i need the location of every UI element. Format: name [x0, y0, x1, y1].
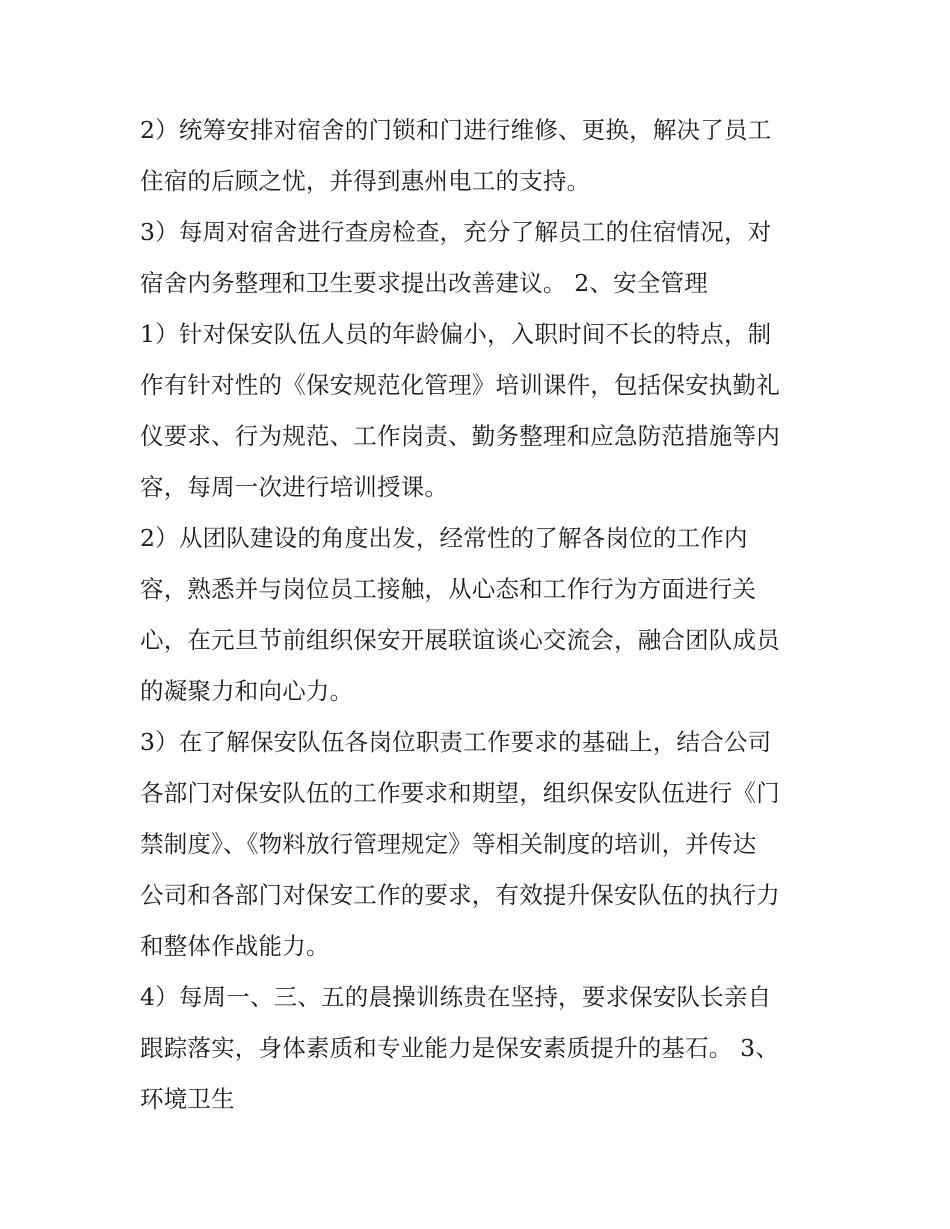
- document-body: [140, 105, 830, 1125]
- text-line: 2）从团队建设的角度出发，经常性的了解各岗位的工作内: [140, 524, 748, 552]
- text-line: 3）在了解保安队伍各岗位职责工作要求的基础上，结合公司: [140, 728, 772, 756]
- text-line: 的凝聚力和向心力。: [140, 677, 354, 705]
- text-line: 住宿的后顾之忧，并得到惠州电工的支持。: [140, 167, 591, 195]
- text-line: 宿舍内务整理和卫生要求提出改善建议。 2、安全管理: [140, 269, 708, 297]
- text-line: 各部门对保安队伍的工作要求和期望，组织保安队伍进行《门: [140, 779, 780, 807]
- text-line: 4）每周一、三、五的晨操训练贵在坚持，要求保安队长亲自: [140, 983, 772, 1011]
- text-line: 跟踪落实，身体素质和专业能力是保安素质提升的基石。 3、: [140, 1034, 780, 1062]
- text-line: 作有针对性的《保安规范化管理》培训课件，包括保安执勤礼: [140, 371, 780, 399]
- text-line: 和整体作战能力。: [140, 932, 330, 960]
- text-line: 公司和各部门对保安工作的要求，有效提升保安队伍的执行力: [140, 881, 780, 909]
- text-line: 仪要求、行为规范、工作岗责、勤务整理和应急防范措施等内: [140, 422, 780, 450]
- text-line: 1）针对保安队伍人员的年龄偏小，入职时间不长的特点，制: [140, 320, 772, 348]
- text-line: 环境卫生: [140, 1085, 235, 1113]
- text-line: 容，每周一次进行培训授课。: [140, 473, 449, 501]
- text-line: 心，在元旦节前组织保安开展联谊谈心交流会，融合团队成员: [140, 626, 780, 654]
- text-line: 2）统筹安排对宿舍的门锁和门进行维修、更换，解决了员工: [140, 116, 772, 144]
- text-line: 容，熟悉并与岗位员工接触，从心态和工作行为方面进行关: [140, 575, 757, 603]
- text-line: 3）每周对宿舍进行查房检查，充分了解员工的住宿情况，对: [140, 218, 772, 246]
- text-line: 禁制度》、《物料放行管理规定》等相关制度的培训，并传达: [140, 830, 757, 858]
